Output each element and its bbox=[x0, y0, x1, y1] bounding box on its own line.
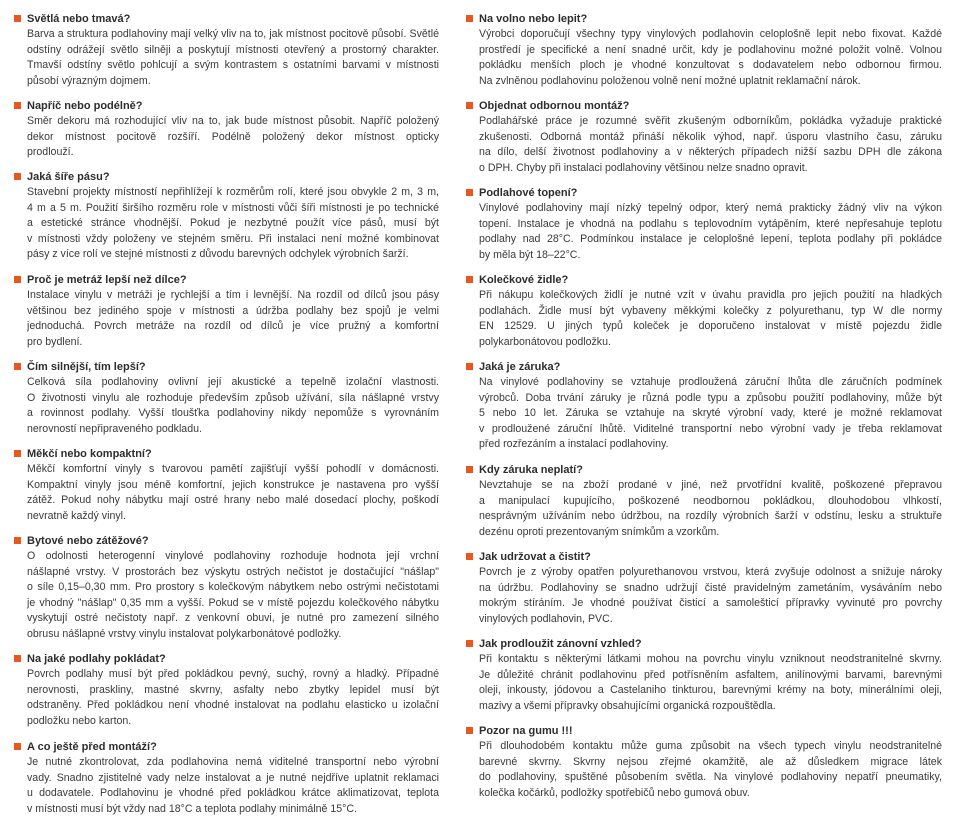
section-body bbox=[14, 667, 439, 729]
body-line: Instalace vinylu v metráži je rychlejší a tím i levnější. Na rozdíl od dílců jsou pásy bbox=[27, 289, 439, 301]
section-heading bbox=[14, 170, 439, 184]
faq-section bbox=[14, 99, 439, 161]
body-line: obrusu nášlapné vrstvy vinylu instalovat polykarbonátové podložky. bbox=[27, 627, 342, 640]
section-heading bbox=[14, 273, 439, 287]
body-line: a estetické stránce vhodnější. Pokud je nezbytné použít více pásů, musí být bbox=[27, 217, 439, 230]
faq-section bbox=[466, 637, 942, 714]
section-title: Měkčí nebo kompaktní? bbox=[27, 448, 152, 460]
body-line: Při nákupu kolečkových židlí je nutné vzít v úvahu pravidla pro jejich použití na hladkých bbox=[479, 289, 942, 301]
faq-section bbox=[14, 447, 439, 524]
section-heading bbox=[466, 186, 942, 200]
body-line: nášlapné vrstvy. V prostorách bez výskytu ostrých nečistot je dostačující "nášlap" bbox=[27, 565, 439, 578]
section-body bbox=[466, 288, 942, 350]
faq-section bbox=[14, 740, 439, 817]
section-body bbox=[14, 375, 439, 437]
faq-section bbox=[14, 652, 439, 729]
faq-section bbox=[466, 186, 942, 263]
body-line: prodlouží. bbox=[27, 146, 74, 159]
section-body bbox=[466, 739, 942, 801]
section-heading bbox=[466, 463, 942, 477]
body-line: působí výrazným dojmem. bbox=[27, 74, 151, 87]
orange-square-bullet-icon bbox=[466, 363, 473, 370]
faq-section bbox=[466, 724, 942, 801]
orange-square-bullet-icon bbox=[14, 173, 21, 180]
section-heading bbox=[14, 534, 439, 548]
faq-section bbox=[14, 170, 439, 263]
faq-section bbox=[466, 550, 942, 627]
body-line: mokrým stíráním. Je vhodné používat čisticí a samolešticí přípravky vyvinuté pro povrchy bbox=[479, 597, 942, 610]
orange-square-bullet-icon bbox=[466, 640, 473, 647]
body-line: Výrobci doporučují všechny typy vinylových podlahovin celoplošně lepit nebo fixovat. Každé bbox=[479, 28, 942, 40]
body-line: před rozřezáním a instalací podlahoviny. bbox=[479, 438, 669, 451]
body-line: Stavební projekty místností nepřihlížejí k rozměrům rolí, které jsou obvykle 2 m, 3 m, bbox=[27, 186, 439, 198]
body-line: Při kontaktu s některými látkami mohou na povrchu vinylu vzniknout neodstranitelné skvrny. bbox=[479, 653, 942, 665]
section-body bbox=[466, 27, 942, 89]
section-body bbox=[14, 288, 439, 350]
section-heading bbox=[466, 637, 942, 651]
body-line: je vhodný "nášlap" 0,35 mm a vyšší. Pokud se v místě pojezdu kolečkového nábytku bbox=[27, 596, 439, 609]
section-body bbox=[14, 114, 439, 161]
body-line: u dodavatele. Podlahovinu je vhodné před pokládkou krátce aklimatizovat, teplota bbox=[27, 787, 439, 800]
section-title: Světlá nebo tmavá? bbox=[27, 13, 131, 25]
body-line: nerovnosti, praskliny, mastné skvrny, asfalty nebo zbytky lepidel musí být bbox=[27, 683, 439, 696]
body-line: Podlahářské práce je rozumné svěřit zkušeným odborníkům, pokládka vyžaduje praktické bbox=[479, 115, 942, 127]
body-line: polykarbonátovou podložku. bbox=[479, 335, 611, 348]
section-title: Na jaké podlahy pokládat? bbox=[27, 653, 166, 665]
section-title: Objednat odbornou montáž? bbox=[479, 100, 630, 112]
body-line: Povrch je z výroby opatřen polyurethanovou vrstvou, která zvyšuje odolnost a snižuje nároky bbox=[479, 566, 942, 578]
section-body bbox=[466, 114, 942, 176]
body-line: vinylových podlahovin, PVC. bbox=[479, 612, 613, 625]
orange-square-bullet-icon bbox=[14, 363, 21, 370]
section-title: Jak udržovat a čistit? bbox=[479, 551, 591, 563]
faq-section bbox=[466, 12, 942, 89]
body-line: většinou bez jediného spoje v místnosti a údržba podlahy bez spojů je velmi bbox=[27, 304, 439, 317]
section-body bbox=[466, 201, 942, 263]
section-title: Kdy záruka neplatí? bbox=[479, 464, 583, 476]
body-line: Je důležité chránit podlahovinu před potřísněním asfaltem, anilínovými barvami, barevnými bbox=[479, 668, 942, 681]
section-title: Jaká šíře pásu? bbox=[27, 171, 110, 183]
section-heading bbox=[14, 447, 439, 461]
section-heading bbox=[466, 99, 942, 113]
section-body bbox=[466, 652, 942, 714]
section-heading bbox=[14, 360, 439, 374]
section-body bbox=[14, 462, 439, 524]
body-line: nesprávným užíváním nebo údržbou, na rozdíly výrobních šarží v odstínu, lesku a struktuře bbox=[479, 510, 942, 523]
body-line: a manipulací kupujícího, poškozené neodbornou pokládkou, dlouhodobou vlhkostí, bbox=[479, 494, 942, 507]
body-line: Měkčí komfortní vinyly s tvarovou pamětí zajišťují vyšší pohodlí v domácnosti. bbox=[27, 463, 439, 475]
section-body bbox=[14, 755, 439, 817]
body-line: dezénu oproti prezentovaným snímkům a vzorkům. bbox=[479, 525, 720, 538]
orange-square-bullet-icon bbox=[466, 553, 473, 560]
orange-square-bullet-icon bbox=[14, 450, 21, 457]
section-heading bbox=[466, 273, 942, 287]
orange-square-bullet-icon bbox=[14, 102, 21, 109]
body-line: nevratně každý vinyl. bbox=[27, 509, 126, 522]
orange-square-bullet-icon bbox=[466, 102, 473, 109]
orange-square-bullet-icon bbox=[466, 15, 473, 22]
body-line: vyskytují ostré nečistoty např. z venkovní obuvi, je nutné pro zamezení silného bbox=[27, 612, 439, 625]
body-line: podlahách. Židle musí být vybaveny měkkými kolečky z polyurethanu, typ W dle normy bbox=[479, 304, 942, 317]
body-line: 5 nebo 10 let. Záruka se vztahuje na skryté výrobní vady, které je možné reklamovat bbox=[479, 407, 942, 420]
section-body bbox=[466, 375, 942, 453]
orange-square-bullet-icon bbox=[14, 537, 21, 544]
section-title: Čím silnější, tím lepší? bbox=[27, 361, 146, 373]
section-heading bbox=[466, 12, 942, 26]
section-body bbox=[466, 565, 942, 627]
body-line: Při dlouhodobém kontaktu může guma způsobit na všech typech vinylu neodstranitelné bbox=[479, 740, 942, 752]
faq-section bbox=[466, 463, 942, 540]
body-line: O životnosti vinylu ale rozhoduje především způsob užívání, síla nášlapné vrstvy bbox=[27, 391, 439, 404]
orange-square-bullet-icon bbox=[14, 655, 21, 662]
body-line: Směr dekoru má rozhodující vliv na to, jak bude místnost působit. Napříč položený bbox=[27, 115, 439, 127]
body-line: Kompaktní vinyly jsou méně komfortní, jejich konstrukce je nastavena pro vyšší bbox=[27, 478, 439, 491]
body-line: na dílo, delší životnost podlahoviny a v některých případech nižší sazbu DPH dle zákona bbox=[479, 146, 942, 159]
body-line: odstraněny. Před pokládkou není vhodné instalovat na podlahu elasticko u izolační bbox=[27, 699, 439, 712]
orange-square-bullet-icon bbox=[466, 189, 473, 196]
faq-section bbox=[466, 360, 942, 453]
faq-section bbox=[14, 12, 439, 89]
section-body bbox=[14, 185, 439, 263]
faq-section bbox=[14, 360, 439, 437]
body-line: v místnosti musí být vždy nad 18°C a teplota podlahy minimálně 15°C. bbox=[27, 802, 357, 815]
body-line: prostředí je specifické a není snadné určit, kdy je podlahovinu možné položit volně. Volnou bbox=[479, 43, 942, 56]
body-line: a rovinnost podlahy. Vyšší tloušťka podlahoviny nikdy nepomůže s vyrovnáním bbox=[27, 407, 439, 420]
section-body bbox=[14, 27, 439, 89]
body-line: odstíny odrážejí světlo silněji a poskytují místnosti otevřený a prostorný charakter. bbox=[27, 43, 439, 56]
body-line: Nevztahuje se na zboží prodané v jiné, než prvotřídní kvalitě, poškozené přepravou bbox=[479, 479, 942, 491]
body-line: podložku nebo karton. bbox=[27, 714, 132, 727]
section-title: Pozor na gumu !!! bbox=[479, 725, 573, 737]
section-heading bbox=[14, 12, 439, 26]
body-line: zátěž. Pokud nohy nábytku mají ostré hrany nebo malé dosedací plochy, poškodí bbox=[27, 494, 439, 507]
body-line: o síle 0,15–0,30 mm. Pro prostory s kolečkovým nábytkem nebo ostrými nečistotami bbox=[27, 581, 439, 594]
faq-section bbox=[14, 273, 439, 350]
orange-square-bullet-icon bbox=[466, 466, 473, 473]
body-line: pokládku menších ploch je vhodné konzultovat s dodavatelem nebo odbornou firmou. bbox=[479, 59, 942, 72]
section-heading bbox=[14, 740, 439, 754]
body-line: zkušenosti. Odborná montáž přináší několik výhod, např. úsporu vlastního času, záruku bbox=[479, 130, 942, 143]
body-line: nerovností nepřipraveného podkladu. bbox=[27, 422, 202, 435]
body-line: jednoduchá. Povrch metráže na rozdíl od dílců je více pružný a komfortní bbox=[27, 320, 439, 333]
section-heading bbox=[466, 550, 942, 564]
body-line: do podlahoviny, spuštěné působením světla. Na vinylové podlahoviny nepatří pneumatiky, bbox=[479, 771, 942, 784]
orange-square-bullet-icon bbox=[14, 15, 21, 22]
section-body bbox=[14, 549, 439, 643]
faq-section bbox=[466, 273, 942, 350]
body-line: dekor místnost pocitově rozšíří. Podélně položený dekor místnost opticky bbox=[27, 130, 439, 143]
orange-square-bullet-icon bbox=[466, 727, 473, 734]
body-line: pro bydlení. bbox=[27, 335, 83, 348]
section-title: Jak prodloužit zánovní vzhled? bbox=[479, 638, 642, 650]
body-line: Povrch podlahy musí být před pokládkou pevný, suchý, rovný a hladký. Případné bbox=[27, 668, 439, 680]
body-line: barevné skvrny. Skvrny nejsou zřejmé okamžitě, ale až důsledkem migrace látek bbox=[479, 755, 942, 768]
body-line: pásy z více rolí ve stejné místnosti z důvodu barevných odchylek výrobních šarží. bbox=[27, 248, 409, 261]
section-body bbox=[466, 478, 942, 540]
body-line: mazivy a všemi přípravky obsahujícími organická rozpouštědla. bbox=[479, 699, 776, 712]
body-line: Je nutné zkontrolovat, zda podlahovina nemá viditelné transportní nebo výrobní bbox=[27, 756, 439, 768]
body-line: Barva a struktura podlahoviny mají velký vliv na to, jak místnost pocitově působí. Světlé bbox=[27, 28, 439, 40]
body-line: na údržbu. Podlahoviny se snadno udržují čisté pravidelným zametáním, vysáváním nebo bbox=[479, 581, 942, 594]
section-title: Podlahové topení? bbox=[479, 187, 578, 199]
body-line: vady. Snadno zjistitelné vady nelze instalovat a je nutné nejdříve uplatnit reklamaci bbox=[27, 771, 439, 784]
body-line: Vinylové podlahoviny mají nízký tepelný odpor, který nemá prakticky žádný vliv na výkon bbox=[479, 202, 942, 214]
body-line: 4 m a 5 m. Použití širšího rozměru role v místnosti vůči šíři místnosti je po technické bbox=[27, 201, 439, 214]
body-line: topení. Instalace je vhodná na podlahu s teplovodním vytápěním, které nepřesahuje teplotu bbox=[479, 217, 942, 230]
faq-section bbox=[14, 534, 439, 643]
orange-square-bullet-icon bbox=[14, 276, 21, 283]
orange-square-bullet-icon bbox=[14, 743, 21, 750]
section-title: Na volno nebo lepit? bbox=[479, 13, 588, 25]
body-line: Celková síla podlahoviny ovlivní její akustické a tepelně izolační vlastnosti. bbox=[27, 376, 439, 388]
faq-section bbox=[466, 99, 942, 176]
section-title: Napříč nebo podélně? bbox=[27, 100, 143, 112]
orange-square-bullet-icon bbox=[466, 276, 473, 283]
section-heading bbox=[466, 360, 942, 374]
section-title: Kolečkové židle? bbox=[479, 274, 569, 286]
body-line: O odolnosti heterogenní vinylové podlahoviny rozhoduje hodnota její vrchní bbox=[27, 550, 439, 562]
section-title: Bytové nebo zátěžové? bbox=[27, 535, 149, 547]
section-title: A co ještě před montáží? bbox=[27, 741, 157, 753]
body-line: Tmavší odstíny světlo pohlcují a svým kontrastem s ostatními barvami v místnosti bbox=[27, 59, 439, 72]
body-line: výrobců. Doba trvání záruky je různá podle typu a způsobu použití podlahoviny, může být bbox=[479, 391, 942, 404]
section-title: Jaká je záruka? bbox=[479, 361, 561, 373]
body-line: o DPH. Chyby při instalaci podlahoviny většinou nelze snadno opravit. bbox=[479, 161, 808, 174]
body-line: EN 12529. U jiných typů koleček je doporučeno instalovat v místě pojezdu židle bbox=[479, 320, 942, 333]
body-line: v místnosti vždy položeny ve stejném směru. Při instalaci není možné kombinovat bbox=[27, 232, 439, 245]
body-line: kolečka kočárků, podložky spotřebičů nebo gumová obuv. bbox=[479, 786, 750, 799]
body-line: v prodloužené záruční lhůtě. Viditelné transportní nebo výrobní vady je třeba reklamovat bbox=[479, 422, 942, 435]
body-line: podlahy nad 28°C. Podmínkou instalace je celoplošné lepení, teplota podlahy při pokládce bbox=[479, 233, 942, 246]
body-line: Na zvlněnou podlahovinu položenou volně není možné uplatnit reklamační nárok. bbox=[479, 74, 861, 87]
body-line: by měla být 18–22°C. bbox=[479, 248, 581, 261]
section-heading bbox=[14, 652, 439, 666]
section-heading bbox=[14, 99, 439, 113]
section-title: Proč je metráž lepší než dílce? bbox=[27, 274, 187, 286]
body-line: Na vinylové podlahoviny se vztahuje prodloužená záruční lhůta dle záručních podmínek bbox=[479, 376, 942, 388]
body-line: oleji, inkousty, jódovou a Castelaniho tinkturou, barevnými krémy na boty, minerálními oleji, bbox=[479, 684, 942, 697]
section-heading bbox=[466, 724, 942, 738]
